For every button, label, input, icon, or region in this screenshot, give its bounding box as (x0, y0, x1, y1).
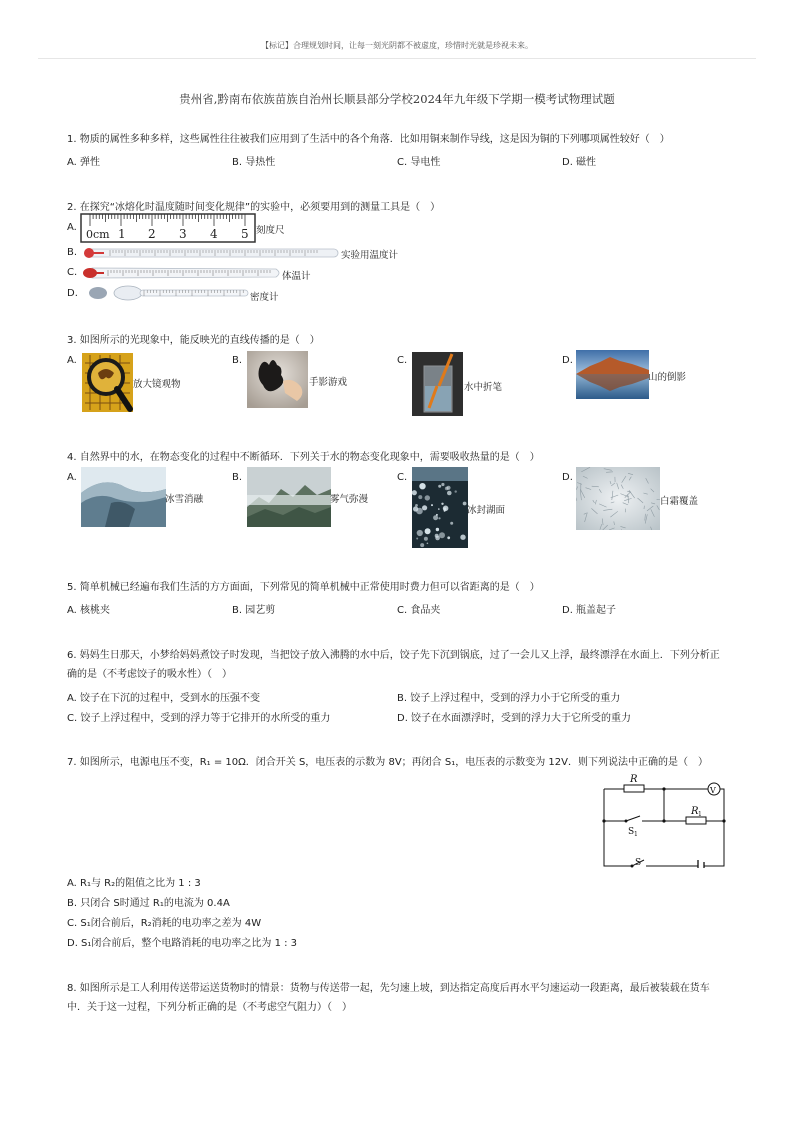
q1-stem: 1. 物质的属性多种多样，这些属性往往被我们应用到了生活中的各个角落．比如用铜来制作导线，这是因为铜的下列哪项属性较好（ ） (67, 134, 670, 145)
q4-caption-b: 雾气弥漫 (330, 494, 369, 505)
frozen-lake-photo (412, 467, 468, 548)
circuit-diagram (598, 772, 730, 868)
q5-option-b[interactable]: B. 园艺剪 (232, 605, 276, 616)
q4-letter-d[interactable]: D. (562, 472, 573, 483)
q3-letter-c[interactable]: C. (397, 355, 408, 366)
q5-option-a[interactable]: A. 核桃夹 (67, 605, 111, 616)
q6-option-d[interactable]: D. 饺子在水面漂浮时，受到的浮力大于它所受的重力 (397, 713, 632, 724)
q7-option-b[interactable]: B. 只闭合 S时通过 R₁的电流为 0.4A (67, 898, 230, 909)
q7-option-d[interactable]: D. S₁闭合前后，整个电路消耗的电功率之比为 1 : 3 (67, 938, 298, 949)
q4-stem: 4. 自然界中的水，在物态变化的过程中不断循环．下列关于水的物态变化现象中，需要吸收热量的是（ ） (67, 452, 540, 463)
q1-option-a[interactable]: A. 弹性 (67, 157, 101, 168)
bent-pencil-photo (412, 352, 463, 416)
frost-photo (576, 467, 660, 530)
hand-shadow-photo (247, 351, 308, 408)
melting-ice-photo (81, 467, 166, 527)
q8-stem-line1: 8. 如图所示是工人利用传送带运送货物时的情景：货物与传送带一起，先匀速上坡，到达指定高度后再水平匀速运动一段距离，最后被装载在货车 (67, 983, 710, 994)
q5-option-c[interactable]: C. 食品夹 (397, 605, 441, 616)
circuit-label-s: S (635, 858, 642, 868)
q1-option-b[interactable]: B. 导热性 (232, 157, 276, 168)
q2-caption-c: 体温计 (282, 271, 311, 282)
ruler-label-0: 0cm (86, 228, 110, 241)
header-banner: 【标记】合理规划时间，让每一刻光阴都不被虚度，珍惜时光就是珍视未来。 (261, 41, 533, 50)
q6-stem-line2: 确的是（不考虑饺子的吸水性）（ ） (67, 669, 232, 680)
q4-caption-c: 冰封湖面 (467, 505, 506, 516)
body-thermometer-image (80, 264, 284, 282)
mountain-reflection-photo (576, 350, 649, 399)
circuit-label-r1-sub: 1 (698, 811, 702, 818)
q3-letter-b[interactable]: B. (232, 355, 243, 366)
q8-stem-line2: 中．关于这一过程，下列分析正确的是（不考虑空气阻力）（ ） (67, 1002, 352, 1013)
page-title: 贵州省,黔南布依族苗族自治州长顺县部分学校2024年九年级下学期一模考试物理试题 (179, 92, 615, 106)
q2-letter-d[interactable]: D. (67, 288, 78, 299)
ruler-label-3: 3 (179, 227, 187, 241)
hydrometer-image (80, 284, 252, 302)
q4-caption-d: 白霜覆盖 (660, 496, 699, 507)
q1-option-c[interactable]: C. 导电性 (397, 157, 441, 168)
ruler-label-4: 4 (210, 227, 218, 241)
ruler-label-2: 2 (148, 227, 156, 241)
q2-caption-b: 实验用温度计 (341, 250, 399, 261)
ruler-image (80, 213, 256, 243)
q3-caption-b: 手影游戏 (309, 377, 348, 388)
q4-caption-a: 冰雪消融 (165, 494, 204, 505)
magnifier-photo (82, 353, 133, 412)
q2-letter-c[interactable]: C. (67, 267, 78, 278)
header-divider (38, 58, 756, 59)
q3-caption-a: 放大镜观物 (133, 379, 181, 390)
q5-option-d[interactable]: D. 瓶盖起子 (562, 605, 617, 616)
q6-option-c[interactable]: C. 饺子上浮过程中，受到的浮力等于它排开的水所受的重力 (67, 713, 331, 724)
q7-stem: 7. 如图所示，电源电压不变，R₁ = 10Ω．闭合开关 S，电压表的示数为 8V；再闭合 S₁，电压表的示数变为 12V．则下列说法中正确的是（ ） (67, 757, 708, 768)
q1-option-d[interactable]: D. 磁性 (562, 157, 597, 168)
circuit-label-v: V (710, 786, 716, 795)
q3-stem: 3. 如图所示的光现象中，能反映光的直线传播的是（ ） (67, 335, 320, 346)
q2-caption-d: 密度计 (250, 292, 279, 303)
circuit-label-r1: R (691, 806, 699, 817)
q2-caption-a: 刻度尺 (256, 225, 285, 236)
q3-letter-a[interactable]: A. (67, 355, 77, 366)
q2-letter-a[interactable]: A. (67, 222, 77, 233)
q5-stem: 5. 简单机械已经遍布我们生活的方方面面，下列常见的简单机械中正常使用时费力但可以省距离的是（ ） (67, 582, 540, 593)
q7-option-a[interactable]: A. R₁与 R₂的阻值之比为 1 : 3 (67, 878, 201, 889)
q4-letter-a[interactable]: A. (67, 472, 77, 483)
q2-stem: 2. 在探究“冰熔化时温度随时间变化规律”的实验中，必须要用到的测量工具是（ ） (67, 202, 441, 213)
circuit-label-r: R (630, 774, 638, 785)
fog-mountain-photo (247, 467, 331, 527)
ruler-label-5: 5 (241, 227, 249, 241)
q3-caption-d: 山的倒影 (648, 372, 687, 383)
circuit-label-s1-sub: 1 (634, 831, 638, 838)
q4-letter-c[interactable]: C. (397, 472, 408, 483)
q6-option-b[interactable]: B. 饺子上浮过程中，受到的浮力小于它所受的重力 (397, 693, 621, 704)
q2-letter-b[interactable]: B. (67, 247, 78, 258)
q7-option-c[interactable]: C. S₁闭合前后，R₂消耗的电功率之差为 4W (67, 918, 262, 929)
ruler-label-1: 1 (118, 227, 126, 241)
q3-caption-c: 水中折笔 (464, 382, 503, 393)
q3-letter-d[interactable]: D. (562, 355, 573, 366)
lab-thermometer-image (80, 246, 342, 260)
circuit-label-s1: S (628, 827, 635, 837)
q6-option-a[interactable]: A. 饺子在下沉的过程中，受到水的压强不变 (67, 693, 261, 704)
q6-stem-line1: 6. 妈妈生日那天，小梦给妈妈煮饺子时发现，当把饺子放入沸腾的水中后，饺子先下沉到锅底，过了一会儿又上浮，最终漂浮在水面上．下列分析正 (67, 650, 720, 661)
q4-letter-b[interactable]: B. (232, 472, 243, 483)
